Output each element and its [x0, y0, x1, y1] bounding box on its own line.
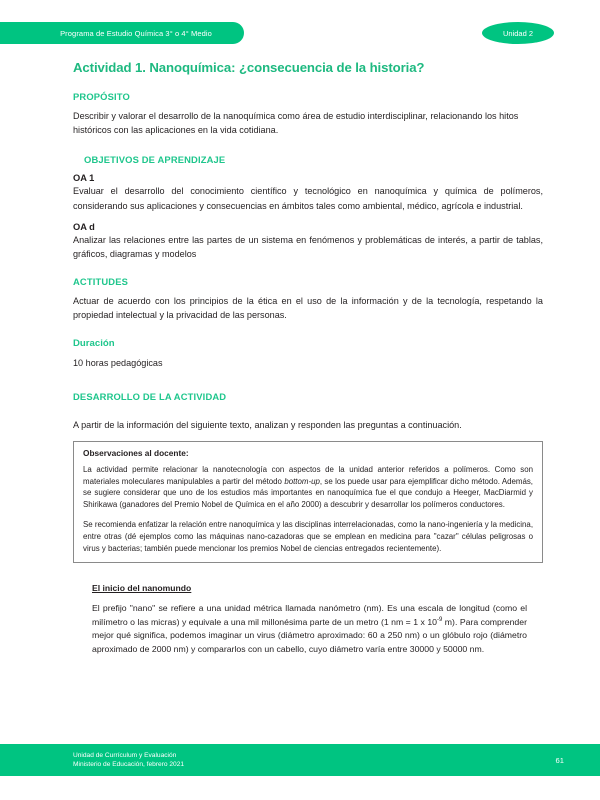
- observations-p1-part2: , se los puede usar para ejemplificar dicho método. Además, se sugiere considerar que uno de los estudios más importantes en nanoquímica fue el que condujo a Heeger, MacDiarmid y Shirikawa (ganadores del Premio Nobel de Química en el año 2000) a descubrir y desarrollar los polímeros conductores.: [83, 476, 533, 509]
- program-header-label: Programa de Estudio Química 3° o 4° Medio: [60, 28, 212, 38]
- section-heading-duracion: Duración: [73, 337, 115, 349]
- section-heading-desarrollo: DESARROLLO DE LA ACTIVIDAD: [73, 390, 227, 402]
- nanomundo-section: [73, 583, 543, 656]
- spacer: [73, 323, 543, 338]
- nanomundo-title: El inicio del nanomundo: [92, 583, 192, 594]
- observations-box: [73, 441, 543, 563]
- observations-paragraph-1: [83, 464, 533, 510]
- duracion-text: 10 horas pedagógicas: [73, 357, 163, 368]
- spacer: [73, 409, 543, 418]
- nanomundo-text: [92, 602, 527, 656]
- spacer: [73, 261, 543, 276]
- nanomundo-exponent: -9: [437, 616, 443, 623]
- desarrollo-intro-text: A partir de la información del siguiente texto, analizan y responden las preguntas a continuación.: [73, 419, 462, 430]
- footer-line-2: Ministerio de Educación, febrero 2021: [73, 761, 185, 768]
- unit-badge-label: Unidad 2: [502, 28, 534, 38]
- observations-box-title: Observaciones al docente:: [83, 448, 189, 459]
- content-column: [0, 60, 600, 657]
- oad-label: OA d: [73, 221, 95, 232]
- footer-organization: [73, 751, 184, 770]
- page-title: Actividad 1. Nanoquímica: ¿consecuencia de la historia?: [73, 60, 425, 75]
- nanomundo-text-part2: m). Para comprender mejor qué significa, podemos imaginar un virus (diámetro aproximado: 60 a 250 nm) o un glóbulo rojo (diámetro aproximado de 2000 nm) y compararlos con un cabello, cuyo diámetro varía entre 30000 y 50000 nm.: [92, 616, 527, 654]
- section-heading-proposito: PROPÓSITO: [73, 91, 130, 102]
- observations-p1-part1: La actividad permite relacionar la nanotecnología con aspectos de la unidad anterior referidos a polímeros. Como son materiales moleculares manipulables a partir del método: [83, 465, 533, 486]
- nanomundo-text-part1: El prefijo "nano" se refiere a una unidad métrica llamada nanómetro (nm). Es una escala de longitud (como el milímetro o las micras) y equivale a una mil millonésima parte de un metro (1 nm = 1 x 10: [92, 603, 527, 627]
- oa1-label: OA 1: [73, 173, 95, 184]
- footer: [0, 744, 600, 776]
- page-body: [0, 60, 600, 657]
- section-heading-objetivos: OBJETIVOS DE APRENDIZAJE: [84, 154, 226, 166]
- spacer: [73, 370, 543, 391]
- footer-line-1: Unidad de Currículum y Evaluación: [73, 751, 177, 759]
- observations-p1-italic-term: bottom-up: [284, 476, 320, 486]
- program-header-band: [0, 22, 244, 44]
- oa1-text: Evaluar el desarrollo del conocimiento científico y tecnológico en nanoquímica y química de polímeros, considerando sus aplicaciones y consecuencias en ámbitos tales como ambiental, médico, agrícola e industrial.: [73, 186, 543, 211]
- oad-text: Analizar las relaciones entre las partes de un sistema en fenómenos y problemáticas de interés, a partir de tablas, gráficos, diagramas y modelos: [73, 234, 543, 260]
- actitudes-text: Actuar de acuerdo con los principios de la ética en el uso de la información y de la tecnología, respetando la propiedad intelectual y la privacidad de las personas.: [73, 296, 543, 321]
- section-heading-actitudes: ACTITUDES: [73, 276, 128, 288]
- page-number: 61: [555, 755, 564, 765]
- observations-paragraph-2: Se recomienda enfatizar la relación entre nanoquímica y las disciplinas interrelacionadas, como la nano-ingeniería y la medicina, entre otras (dé ejemplos como las máquinas nano-cazadoras que se emplean en medicina para "cazar" células peligrosas o virus y bacterias; también puede mencionar los premios Nobel de ciencias entregados recientemente).: [83, 520, 534, 553]
- proposito-text: Describir y valorar el desarrollo de la nanoquímica como área de estudio interdisciplinar, relacionando los hitos históricos con las aplicaciones en la vida cotidiana.: [73, 111, 519, 136]
- spacer: [73, 213, 543, 222]
- unit-badge: [482, 22, 554, 44]
